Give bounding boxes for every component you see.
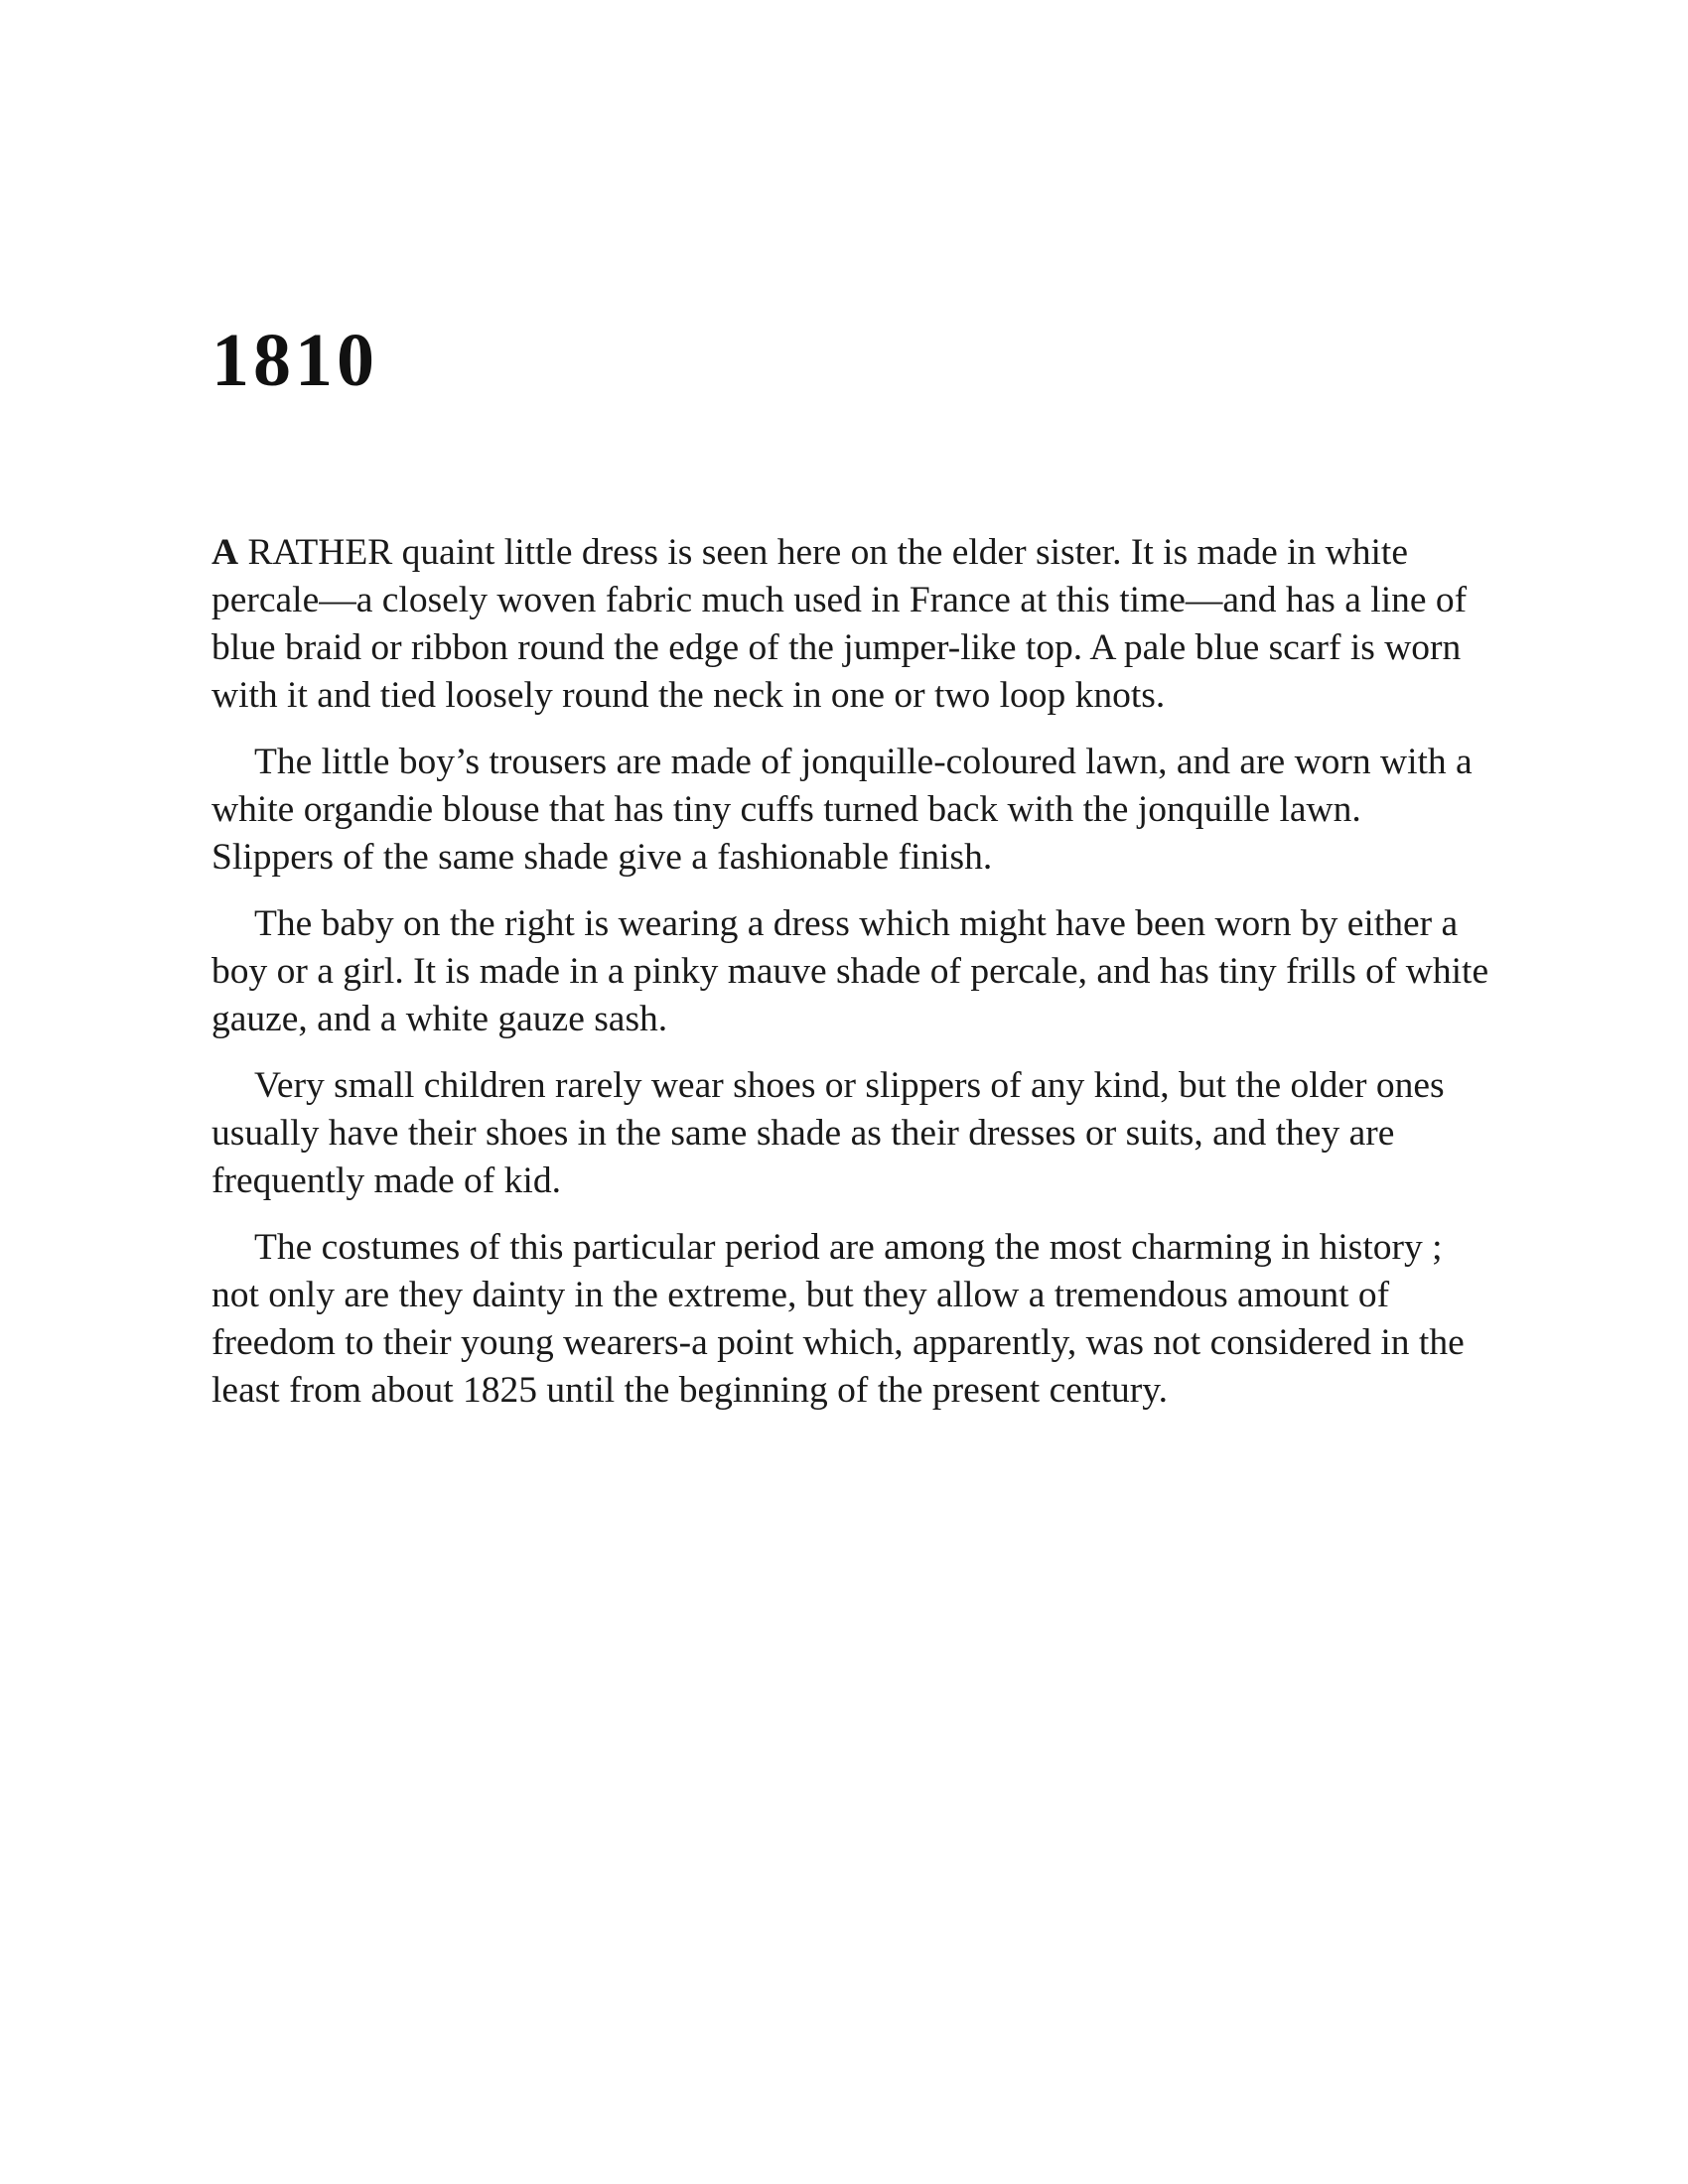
paragraph-1 xyxy=(211,529,1492,720)
paragraph-5: The costumes of this particular period are among the most charming in history ; not only are they dainty in the extreme, but they allow a tremendous amount of freedom to their young wearers-a point which, apparently, was not considered in the least from about 1825 until the beginning of the present century. xyxy=(211,1227,1465,1411)
paragraph-lead-word: A xyxy=(211,532,239,573)
body-text xyxy=(211,529,1492,1433)
paragraph-3: The baby on the right is wearing a dress which might have been worn by either a boy or a girl. It is made in a pinky mauve shade of percale, and has tiny frills of white gauze, and a white gauze sash. xyxy=(211,903,1489,1039)
paragraph-1-text: RATHER quaint little dress is seen here on the elder sister. It is made in white percale—a closely woven fabric much used in France at this time—and has a line of blue braid or ribbon round the edge of the jumper-like top. A pale blue scarf is worn with it and tied loosely round the neck in one or two loop knots. xyxy=(211,532,1468,716)
paragraph-4: Very small children rarely wear shoes or slippers of any kind, but the older ones usually have their shoes in the same shade as their dresses or suits, and they are frequently made of kid. xyxy=(211,1065,1445,1201)
paragraph-2: The little boy’s trousers are made of jonquille-coloured lawn, and are worn with a white organdie blouse that has tiny cuffs turned back with the jonquille lawn. Slippers of the same shade give a fashionable finish. xyxy=(211,742,1473,878)
page-title: 1810 xyxy=(211,319,378,402)
